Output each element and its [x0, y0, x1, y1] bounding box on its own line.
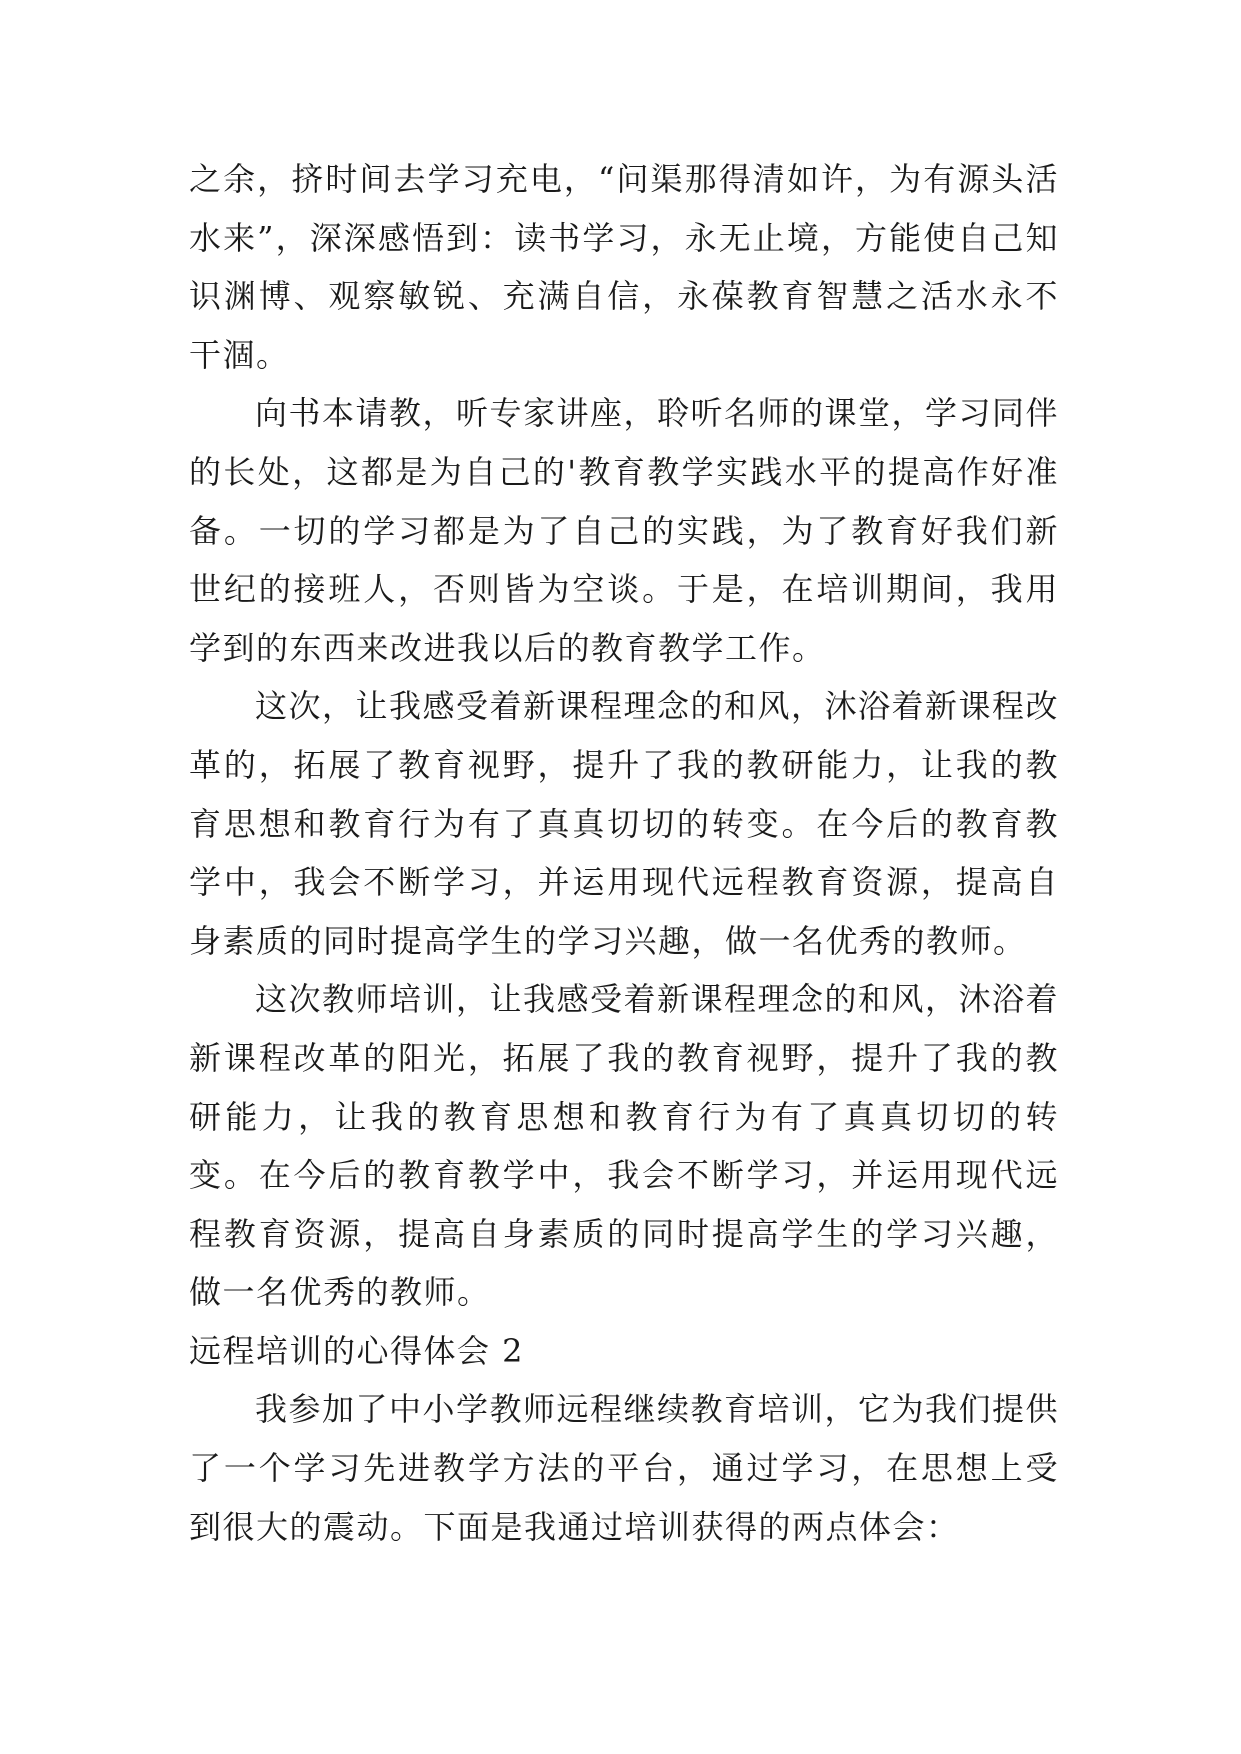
paragraph: 我参加了中小学教师远程继续教育培训，它为我们提供了一个学习先进教学方法的平台，通过学习，在思想上受到很大的震动。下面是我通过培训获得的两点体会： [189, 1390, 1060, 1546]
paragraph: 这次，让我感受着新课程理念的和风，沐浴着新课程改革的，拓展了教育视野，提升了我的教研能力，让我的教育思想和教育行为有了真真切切的转变。在今后的教育教学中，我会不断学习，并运用现代远程教育资源，提高自身素质的同时提高学生的学习兴趣，做一名优秀的教师。 [189, 687, 1060, 960]
paragraph-continuation: 之余，挤时间去学习充电，“问渠那得清如许，为有源头活水来”，深深感悟到：读书学习，永无止境，方能使自己知识渊博、观察敏锐、充满自信，永葆教育智慧之活水永不干涸。 [189, 160, 1059, 374]
document-body [189, 150, 1059, 1556]
section-title: 远程培训的心得体会 2 [189, 1331, 525, 1370]
paragraph: 向书本请教，听专家讲座，聆听名师的课堂，学习同伴的长处，这都是为自己的'教育教学实践水平的提高作好准备。一切的学习都是为了自己的实践，为了教育好我们新世纪的接班人，否则皆为空谈。于是，在培训期间，我用学到的东西来改进我以后的教育教学工作。 [189, 394, 1060, 667]
paragraph: 这次教师培训，让我感受着新课程理念的和风，沐浴着新课程改革的阳光，拓展了我的教育视野，提升了我的教研能力，让我的教育思想和教育行为有了真真切切的转变。在今后的教育教学中，我会不断学习，并运用现代远程教育资源，提高自身素质的同时提高学生的学习兴趣，做一名优秀的教师。 [189, 980, 1060, 1312]
